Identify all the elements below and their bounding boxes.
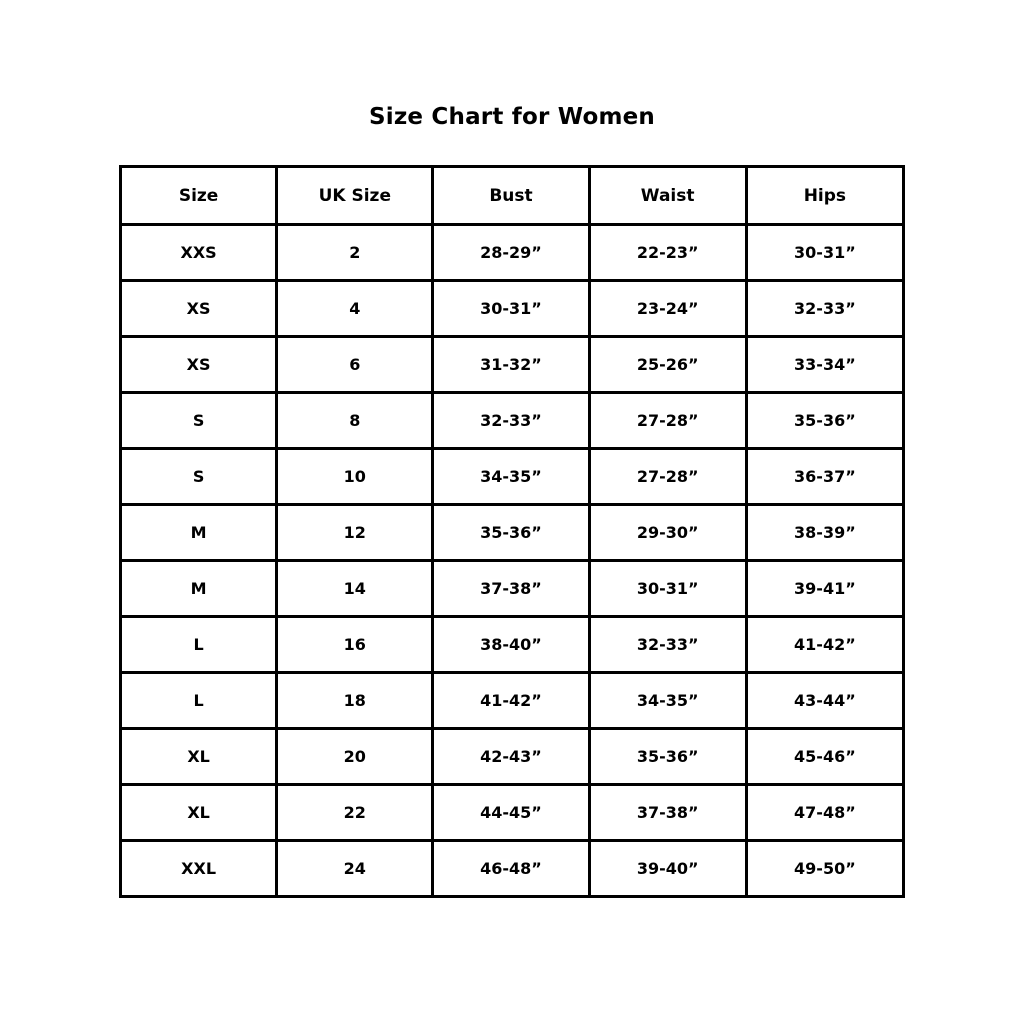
column-header-uk-size: UK Size: [277, 167, 433, 225]
cell-bust: 44-45”: [433, 785, 589, 841]
table-row: [121, 785, 904, 841]
cell-hips: 36-37”: [746, 449, 903, 505]
cell-waist: 29-30”: [589, 505, 746, 561]
cell-bust: 42-43”: [433, 729, 589, 785]
table-row: [121, 225, 904, 281]
cell-hips: 30-31”: [746, 225, 903, 281]
cell-hips: 39-41”: [746, 561, 903, 617]
cell-bust: 30-31”: [433, 281, 589, 337]
cell-uk-size: 10: [277, 449, 433, 505]
column-header-hips: Hips: [746, 167, 903, 225]
cell-uk-size: 18: [277, 673, 433, 729]
cell-size: L: [121, 673, 277, 729]
cell-uk-size: 14: [277, 561, 433, 617]
cell-size: L: [121, 617, 277, 673]
cell-uk-size: 12: [277, 505, 433, 561]
cell-hips: 49-50”: [746, 841, 903, 897]
cell-bust: 34-35”: [433, 449, 589, 505]
cell-waist: 34-35”: [589, 673, 746, 729]
cell-bust: 31-32”: [433, 337, 589, 393]
cell-bust: 41-42”: [433, 673, 589, 729]
cell-waist: 39-40”: [589, 841, 746, 897]
cell-bust: 37-38”: [433, 561, 589, 617]
cell-size: XS: [121, 281, 277, 337]
cell-waist: 22-23”: [589, 225, 746, 281]
cell-size: XXL: [121, 841, 277, 897]
cell-hips: 47-48”: [746, 785, 903, 841]
cell-bust: 38-40”: [433, 617, 589, 673]
cell-waist: 27-28”: [589, 449, 746, 505]
table-row: [121, 617, 904, 673]
cell-size: M: [121, 561, 277, 617]
table-row: [121, 393, 904, 449]
cell-waist: 23-24”: [589, 281, 746, 337]
cell-hips: 41-42”: [746, 617, 903, 673]
column-header-size: Size: [121, 167, 277, 225]
cell-waist: 32-33”: [589, 617, 746, 673]
cell-bust: 28-29”: [433, 225, 589, 281]
size-chart-table: [119, 165, 905, 898]
cell-bust: 46-48”: [433, 841, 589, 897]
cell-waist: 27-28”: [589, 393, 746, 449]
cell-uk-size: 8: [277, 393, 433, 449]
cell-waist: 35-36”: [589, 729, 746, 785]
cell-size: XS: [121, 337, 277, 393]
cell-size: XL: [121, 785, 277, 841]
table-row: [121, 337, 904, 393]
cell-hips: 35-36”: [746, 393, 903, 449]
cell-size: XXS: [121, 225, 277, 281]
table-row: [121, 505, 904, 561]
cell-size: S: [121, 393, 277, 449]
cell-uk-size: 6: [277, 337, 433, 393]
cell-uk-size: 4: [277, 281, 433, 337]
table-row: [121, 673, 904, 729]
cell-size: S: [121, 449, 277, 505]
cell-waist: 30-31”: [589, 561, 746, 617]
cell-hips: 43-44”: [746, 673, 903, 729]
column-header-waist: Waist: [589, 167, 746, 225]
table-row: [121, 561, 904, 617]
cell-size: M: [121, 505, 277, 561]
cell-uk-size: 22: [277, 785, 433, 841]
cell-hips: 33-34”: [746, 337, 903, 393]
cell-uk-size: 16: [277, 617, 433, 673]
table-row: [121, 729, 904, 785]
table-row: [121, 841, 904, 897]
table-row: [121, 281, 904, 337]
cell-hips: 38-39”: [746, 505, 903, 561]
cell-waist: 25-26”: [589, 337, 746, 393]
cell-bust: 35-36”: [433, 505, 589, 561]
page-title: Size Chart for Women: [368, 104, 655, 130]
cell-uk-size: 2: [277, 225, 433, 281]
cell-waist: 37-38”: [589, 785, 746, 841]
table-row: [121, 449, 904, 505]
table-header-row: [121, 167, 904, 225]
cell-hips: 32-33”: [746, 281, 903, 337]
cell-uk-size: 24: [277, 841, 433, 897]
cell-uk-size: 20: [277, 729, 433, 785]
cell-bust: 32-33”: [433, 393, 589, 449]
column-header-bust: Bust: [433, 167, 589, 225]
cell-hips: 45-46”: [746, 729, 903, 785]
cell-size: XL: [121, 729, 277, 785]
size-chart-table-container: [119, 165, 905, 898]
